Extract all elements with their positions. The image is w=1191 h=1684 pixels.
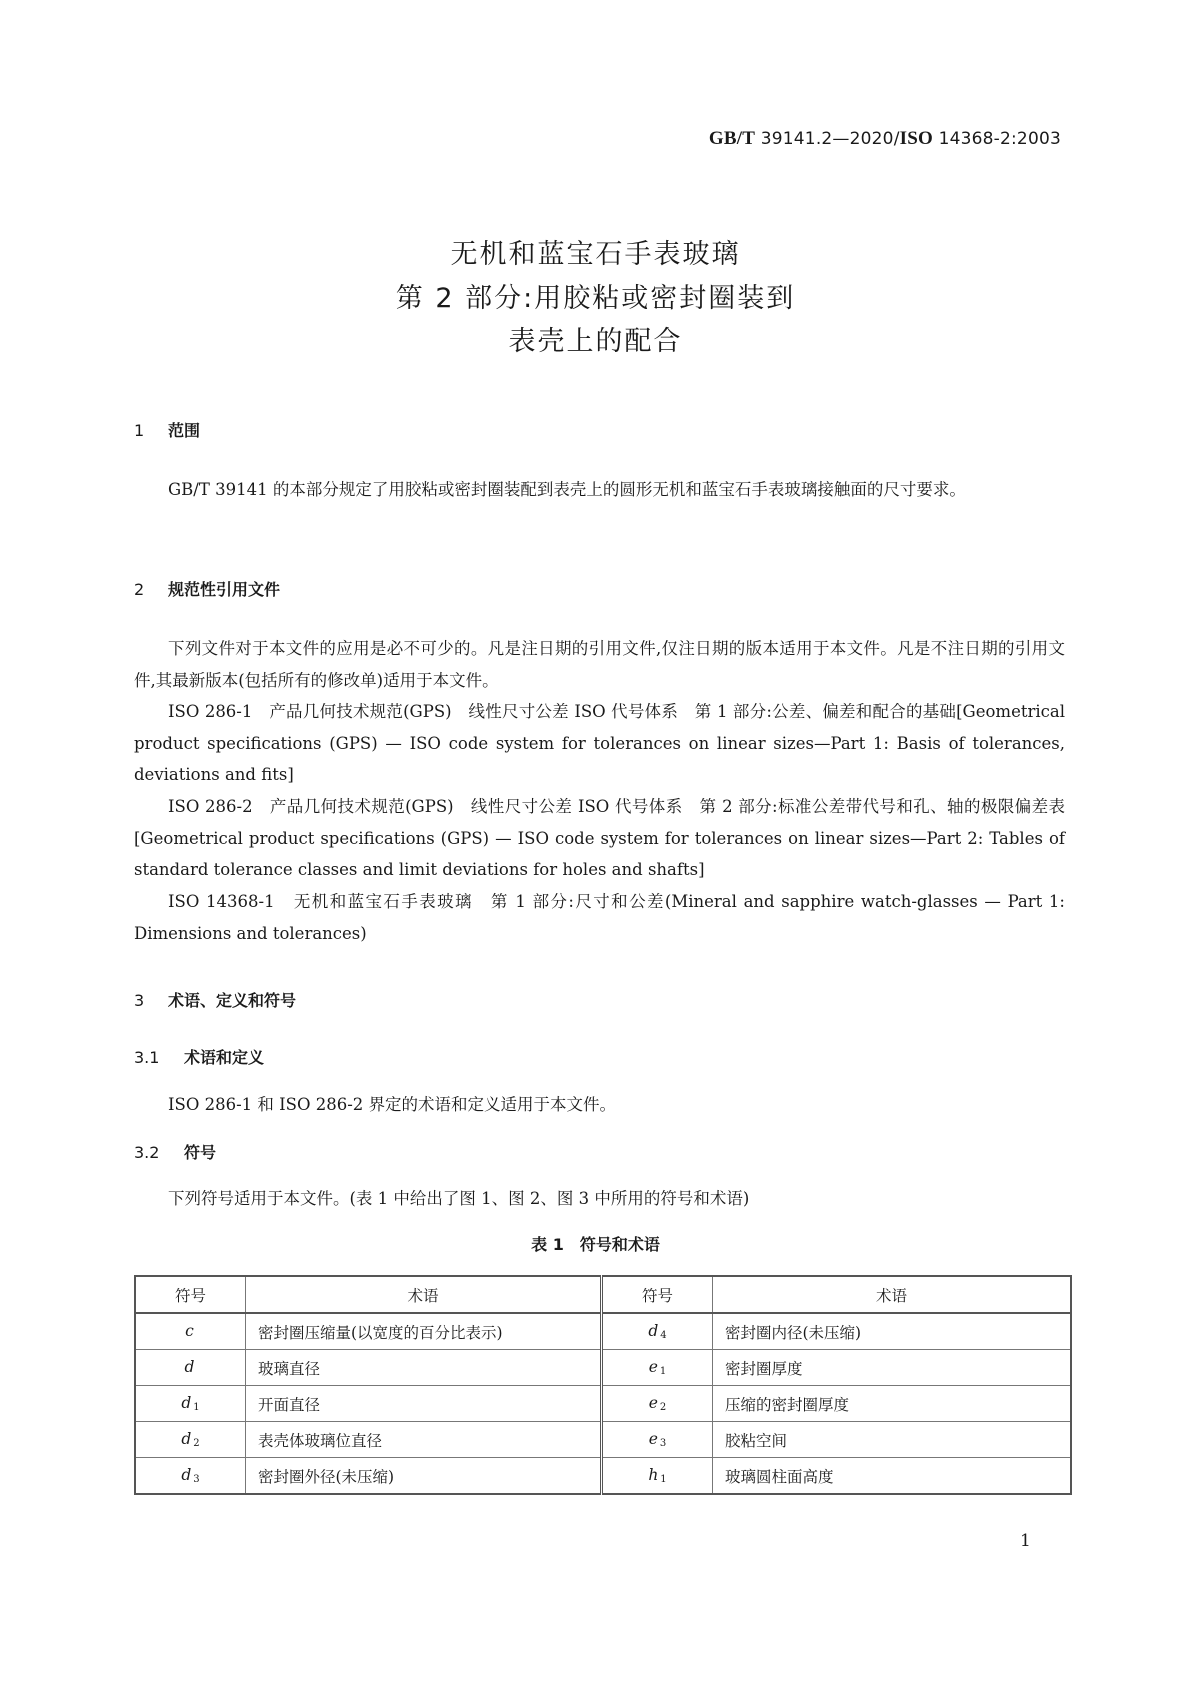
table-row bbox=[135, 1422, 1071, 1458]
symbol-cell: d $_3$ bbox=[135, 1458, 246, 1495]
term-cell: 玻璃直径 bbox=[246, 1350, 602, 1386]
symbol-cell: e $_2$ bbox=[602, 1386, 713, 1422]
symbol-cell: e $_1$ bbox=[602, 1350, 713, 1386]
term-cell: 表壳体玻璃位直径 bbox=[246, 1422, 602, 1458]
iso-number: 14368-2:2003 bbox=[938, 129, 1061, 149]
symbol-cell: d $_1$ bbox=[135, 1386, 246, 1422]
term-cell: 密封圈外径(未压缩) bbox=[246, 1458, 602, 1495]
section-title: 规范性引用文件 bbox=[168, 580, 281, 599]
section-title: 术语、定义和符号 bbox=[168, 991, 297, 1010]
section-number: 1 bbox=[134, 421, 145, 440]
table-row bbox=[135, 1458, 1071, 1495]
standard-code bbox=[709, 128, 1061, 150]
page-number: 1 bbox=[1020, 1531, 1031, 1551]
header-term-right: 术语 bbox=[713, 1276, 1072, 1313]
section-title: 符号 bbox=[184, 1143, 217, 1162]
section-title: 术语和定义 bbox=[184, 1048, 265, 1067]
section-1-heading bbox=[134, 418, 200, 441]
term-cell: 密封圈厚度 bbox=[713, 1350, 1072, 1386]
symbol-cell: h $_1$ bbox=[602, 1458, 713, 1495]
header-symbol-right: 符号 bbox=[602, 1276, 713, 1313]
symbol-cell: d bbox=[135, 1350, 246, 1386]
iso-prefix: ISO bbox=[899, 128, 933, 149]
symbols-table bbox=[134, 1275, 1072, 1495]
standard-prefix: GB/T bbox=[708, 128, 756, 149]
section-3-1-heading bbox=[134, 1045, 264, 1068]
symbols-paragraph: 下列符号适用于本文件。(表 1 中给出了图 1、图 2、图 3 中所用的符号和术语) bbox=[168, 1189, 750, 1208]
reference-iso-14368-1: ISO 14368-1 无机和蓝宝石手表玻璃 第 1 部分:尺寸和公差(Mineral and sapphire watch-glasses — Part 1: Dimensions and tolerances) bbox=[134, 892, 1065, 943]
term-cell: 密封圈压缩量(以宽度的百分比表示) bbox=[246, 1313, 602, 1350]
term-cell: 压缩的密封圈厚度 bbox=[713, 1386, 1072, 1422]
table-caption: 表 1 符号和术语 bbox=[531, 1235, 660, 1254]
document-title-line3: 表壳上的配合 bbox=[508, 326, 683, 357]
term-cell: 胶粘空间 bbox=[713, 1422, 1072, 1458]
section-number: 3.1 bbox=[134, 1048, 160, 1067]
section-3-heading bbox=[134, 988, 296, 1011]
reference-iso-286-2: ISO 286-2 产品几何技术规范(GPS) 线性尺寸公差 ISO 代号体系 第 2 部分:标准公差带代号和孔、轴的极限偏差表[Geometrical product specifications (GPS) — ISO code system for tolerances on linear sizes—Part 2: Tables of standard tolerance classes and limit deviations for holes and shafts] bbox=[134, 797, 1065, 879]
document-title-line1: 无机和蓝宝石手表玻璃 bbox=[450, 239, 741, 270]
section-number: 3 bbox=[134, 991, 145, 1010]
symbol-cell: d $_2$ bbox=[135, 1422, 246, 1458]
standard-number: 39141.2—2020/ bbox=[760, 129, 900, 149]
table-row bbox=[135, 1386, 1071, 1422]
term-cell: 密封圈内径(未压缩) bbox=[713, 1313, 1072, 1350]
header-term-left: 术语 bbox=[246, 1276, 602, 1313]
symbol-cell: e $_3$ bbox=[602, 1422, 713, 1458]
symbol-cell: d $_4$ bbox=[602, 1313, 713, 1350]
term-cell: 开面直径 bbox=[246, 1386, 602, 1422]
scope-paragraph: GB/T 39141 的本部分规定了用胶粘或密封圈装配到表壳上的圆形无机和蓝宝石手表玻璃接触面的尺寸要求。 bbox=[168, 480, 966, 499]
section-title: 范围 bbox=[168, 421, 201, 440]
symbol-cell: c bbox=[135, 1313, 246, 1350]
reference-iso-286-1: ISO 286-1 产品几何技术规范(GPS) 线性尺寸公差 ISO 代号体系 第 1 部分:公差、偏差和配合的基础[Geometrical product specifications (GPS) — ISO code system for tolerances on linear sizes—Part 1: Basis of tolerances, deviations and fits] bbox=[134, 702, 1065, 784]
section-3-2-heading bbox=[134, 1140, 216, 1163]
header-symbol-left: 符号 bbox=[135, 1276, 246, 1313]
terms-paragraph: ISO 286-1 和 ISO 286-2 界定的术语和定义适用于本文件。 bbox=[168, 1095, 617, 1114]
document-title-line2: 第 2 部分:用胶粘或密封圈装到 bbox=[395, 283, 796, 314]
section-number: 2 bbox=[134, 580, 145, 599]
table-header-row bbox=[135, 1276, 1071, 1313]
table-row bbox=[135, 1313, 1071, 1350]
section-2-heading bbox=[134, 577, 280, 600]
section-number: 3.2 bbox=[134, 1143, 160, 1162]
table-row bbox=[135, 1350, 1071, 1386]
normative-intro-paragraph: 下列文件对于本文件的应用是必不可少的。凡是注日期的引用文件,仅注日期的版本适用于本文件。凡是不注日期的引用文件,其最新版本(包括所有的修改单)适用于本文件。 bbox=[134, 639, 1065, 690]
term-cell: 玻璃圆柱面高度 bbox=[713, 1458, 1072, 1495]
